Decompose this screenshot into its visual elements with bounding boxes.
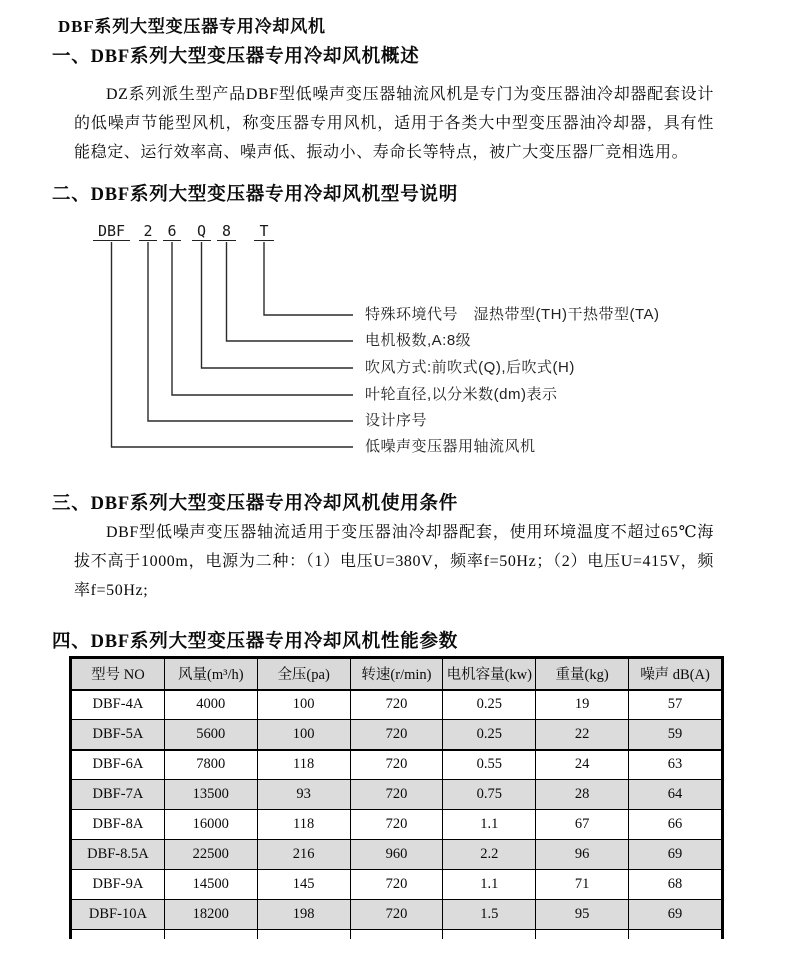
table-cell: 720 <box>350 690 443 720</box>
table-cell: 1.5 <box>443 900 536 930</box>
model-code-part-env: T <box>254 222 274 241</box>
table-cell: 0.75 <box>443 780 536 810</box>
table-cell: 69 <box>629 900 722 930</box>
model-code-part-poles: 8 <box>217 222 236 241</box>
table-cell <box>443 930 536 939</box>
table-header-cell: 型号 NO <box>72 659 165 690</box>
table-cell: 198 <box>257 900 350 930</box>
table-cell: 66 <box>629 810 722 840</box>
table-row <box>72 780 722 810</box>
table-cell: 57 <box>629 690 722 720</box>
section-heading-performance: 四、DBF系列大型变压器专用冷却风机性能参数 <box>52 632 459 652</box>
conditions-paragraph: DBF型低噪声变压器轴流适用于变压器油冷却器配套，使用环境温度不超过65℃海拔不高于1000m，电源为二种：（1）电压U=380V，频率f=50Hz；（2）电压U=415V，频率f=50Hz; <box>74 524 714 599</box>
table-cell: 720 <box>350 750 443 780</box>
table-cell: DBF-8.5A <box>72 840 165 870</box>
table-cell: DBF-6A <box>72 750 165 780</box>
table-cell: DBF-10A <box>72 900 165 930</box>
table-header-row <box>72 659 722 690</box>
table-cell: 64 <box>629 780 722 810</box>
diagram-label-env: 特殊环境代号 湿热带型(TH)干热带型(TA) <box>365 306 660 323</box>
model-code-part-diameter: 6 <box>163 222 181 241</box>
table-cell: 118 <box>257 750 350 780</box>
table-header-cell: 全压(pa) <box>257 659 350 690</box>
performance-table-head <box>72 659 722 690</box>
table-header-cell: 风量(m³/h) <box>164 659 257 690</box>
table-cell <box>164 930 257 939</box>
table-cell: 720 <box>350 900 443 930</box>
table-header-cell: 转速(r/min) <box>350 659 443 690</box>
table-cell: 5600 <box>164 720 257 750</box>
table-cell: 24 <box>536 750 629 780</box>
table-header-cell: 噪声 dB(A) <box>629 659 722 690</box>
table-cell: 16000 <box>164 810 257 840</box>
table-cell <box>629 930 722 939</box>
section-heading-model: 二、DBF系列大型变压器专用冷却风机型号说明 <box>52 185 459 205</box>
diagram-label-poles: 电机极数,A:8级 <box>365 332 472 349</box>
table-cell: 100 <box>257 720 350 750</box>
table-cell: 93 <box>257 780 350 810</box>
overview-paragraph: DZ系列派生型产品DBF型低噪声变压器轴流风机是专门为变压器油冷却器配套设计的低噪声节能型风机，称变压器专用风机，适用于各类大中型变压器油冷却器，具有性能稳定、运行效率高、噪声低、振动小、寿命长等特点，被广大变压器厂竞相选用。 <box>74 86 714 161</box>
diagram-label-blow: 吹风方式:前吹式(Q),后吹式(H) <box>365 359 575 376</box>
performance-table-body <box>72 690 722 939</box>
table-cell: DBF-4A <box>72 690 165 720</box>
table-cell: DBF-5A <box>72 720 165 750</box>
table-row <box>72 870 722 900</box>
model-code-part-design: 2 <box>139 222 157 241</box>
performance-table-frame <box>69 656 724 939</box>
table-cell: 18200 <box>164 900 257 930</box>
table-cell: 0.25 <box>443 690 536 720</box>
page-title: DBF系列大型变压器专用冷却风机 <box>58 17 326 36</box>
table-cell: 720 <box>350 720 443 750</box>
model-code-part-dbf: DBF <box>93 222 130 241</box>
table-cell: 7800 <box>164 750 257 780</box>
table-header-cell: 重量(kg) <box>536 659 629 690</box>
table-cell <box>350 930 443 939</box>
table-cell: 96 <box>536 840 629 870</box>
table-row <box>72 720 722 750</box>
table-cell: 22500 <box>164 840 257 870</box>
table-cell <box>536 930 629 939</box>
table-cell: 14500 <box>164 870 257 900</box>
diagram-label-diameter: 叶轮直径,以分米数(dm)表示 <box>365 386 558 403</box>
table-cell: 145 <box>257 870 350 900</box>
table-cell: 22 <box>536 720 629 750</box>
table-cell: 13500 <box>164 780 257 810</box>
table-row <box>72 750 722 780</box>
table-cell: 59 <box>629 720 722 750</box>
table-row <box>72 810 722 840</box>
table-cell: 28 <box>536 780 629 810</box>
table-cell: 960 <box>350 840 443 870</box>
table-row-cutoff <box>72 930 722 939</box>
table-cell: 100 <box>257 690 350 720</box>
table-cell: 4000 <box>164 690 257 720</box>
model-code-diagram <box>0 220 800 472</box>
table-cell: 0.25 <box>443 720 536 750</box>
section-heading-overview: 一、DBF系列大型变压器专用冷却风机概述 <box>52 47 420 67</box>
table-cell: 0.55 <box>443 750 536 780</box>
table-cell: 69 <box>629 840 722 870</box>
table-cell: 95 <box>536 900 629 930</box>
table-cell: 720 <box>350 870 443 900</box>
table-cell: 1.1 <box>443 870 536 900</box>
diagram-label-fan-type: 低噪声变压器用轴流风机 <box>365 438 536 455</box>
table-cell: DBF-9A <box>72 870 165 900</box>
table-cell <box>257 930 350 939</box>
model-code-part-blow: Q <box>192 222 211 241</box>
table-cell: 71 <box>536 870 629 900</box>
diagram-label-design: 设计序号 <box>365 412 428 429</box>
table-cell: 68 <box>629 870 722 900</box>
table-row <box>72 900 722 930</box>
table-cell: 63 <box>629 750 722 780</box>
performance-table <box>71 658 722 939</box>
table-cell: 2.2 <box>443 840 536 870</box>
table-row <box>72 840 722 870</box>
table-cell: 67 <box>536 810 629 840</box>
table-cell: DBF-8A <box>72 810 165 840</box>
table-cell: 216 <box>257 840 350 870</box>
table-cell: 19 <box>536 690 629 720</box>
section-heading-conditions: 三、DBF系列大型变压器专用冷却风机使用条件 <box>52 494 459 514</box>
table-cell <box>72 930 165 939</box>
table-cell: 1.1 <box>443 810 536 840</box>
table-cell: 720 <box>350 810 443 840</box>
table-cell: DBF-7A <box>72 780 165 810</box>
table-cell: 118 <box>257 810 350 840</box>
table-cell: 720 <box>350 780 443 810</box>
table-header-cell: 电机容量(kw) <box>443 659 536 690</box>
table-row <box>72 690 722 720</box>
